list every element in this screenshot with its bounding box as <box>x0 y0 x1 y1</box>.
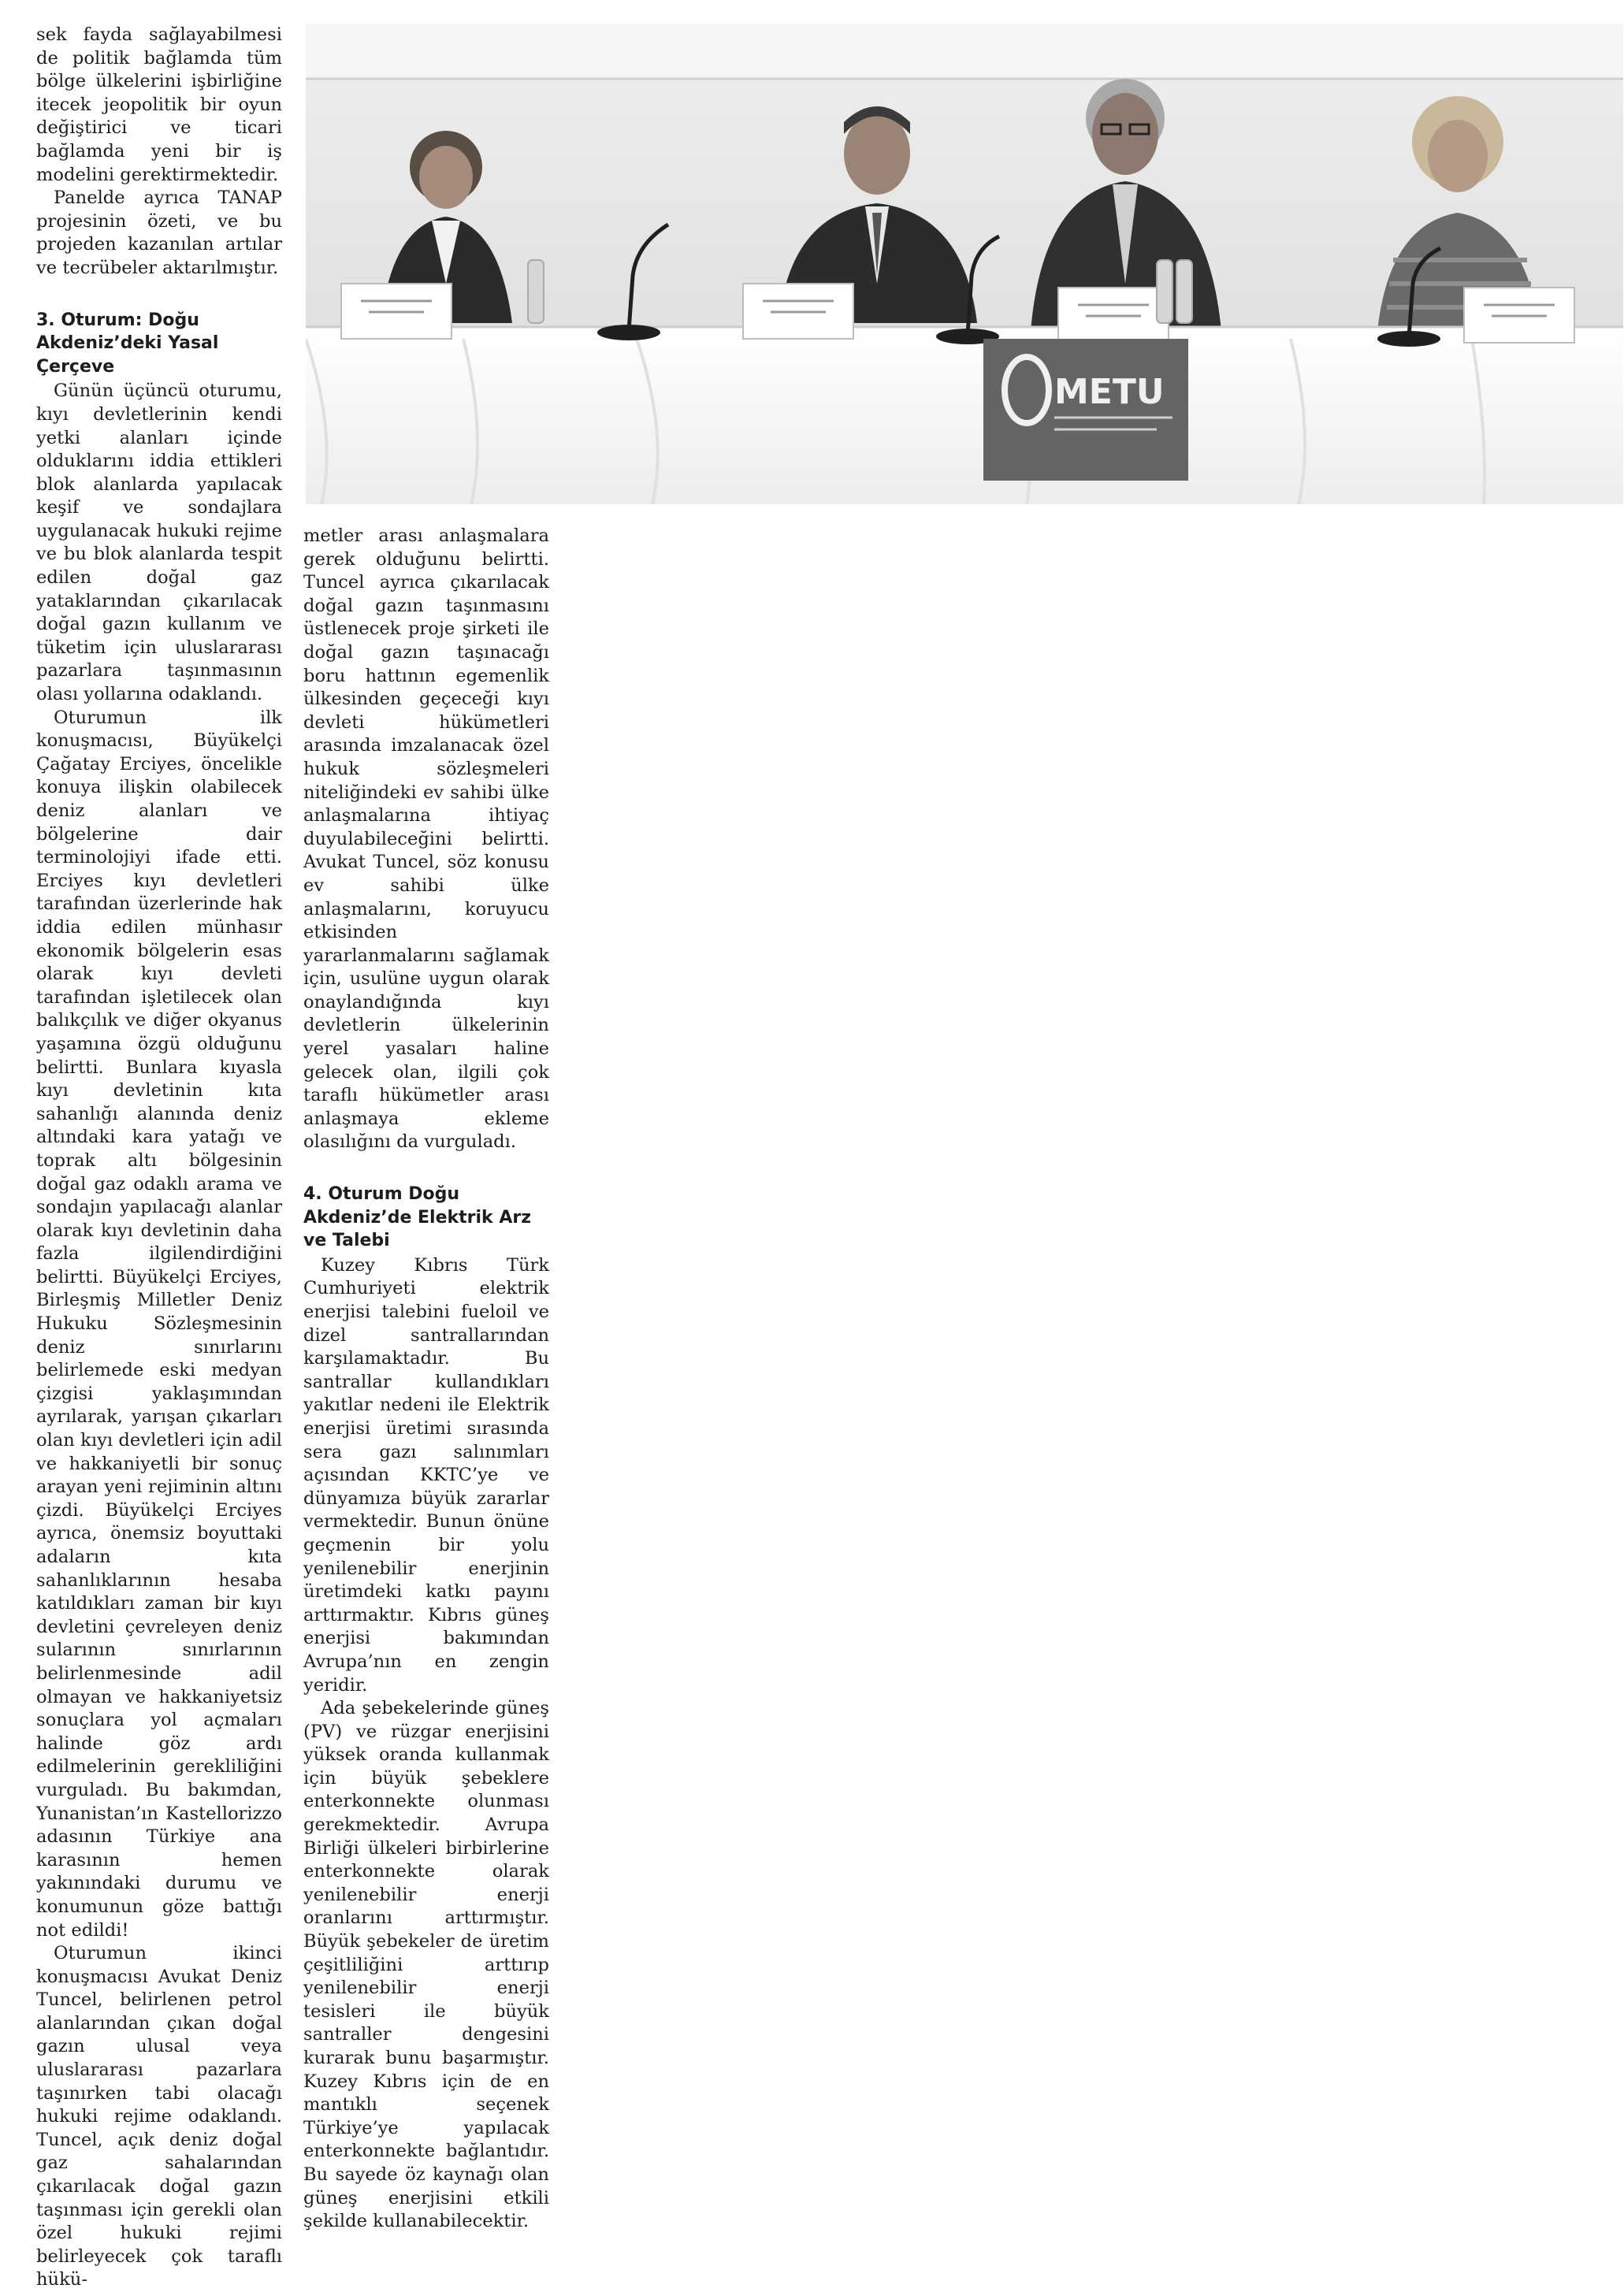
paragraph: metler arası anlaşmalara gerek olduğunu belirtti. Tuncel ayrıca çıkarılacak doğal gazın taşınmasını üstlenecek proje şirketi ile doğal gazın taşınacağı boru hattının egemenlik ülkesinden geçeceği kıyı devleti hükümetleri arasında imzalanacak özel hukuk sözleşmeleri niteliğindeki ev sahibi ülke anlaşmalarına ihtiyaç duyulabileceğini belirtti. Avukat Tuncel, söz konusu ev sahibi ülke anlaşmalarını, koruyucu etkisinden yararlanmalarını sağlamak için, usulüne uygun olarak onaylandığında kıyı devletlerin ülkelerinin yerel yasaları haline gelecek olan, ilgili çok taraflı hükümetler arası anlaşmaya ekleme olasılığını da vurguladı. <box>303 526 549 1153</box>
section-heading: 3. Oturum: Doğu Akdeniz’deki Yasal Çerçeve <box>36 310 219 377</box>
paragraph: Panelde ayrıca TANAP projesinin özeti, ve bu projeden kazanılan artılar ve tecrübeler aktarılmıştır. <box>36 188 282 278</box>
section-heading: 4. Oturum Doğu Akdeniz’de Elektrik Arz ve Talebi <box>303 1184 532 1251</box>
paragraph: Ada şebekelerinde güneş (PV) ve rüzgar enerjisini yüksek oranda kullanmak için büyük şebeklere enterkonnekte olunması gerekmektedir. Avrupa Birliği ülkeleri birbirlerine enterkonnekte olarak yenilenebilir enerji oranlarını arttırmıştır. Büyük şebekeler de üretim çeşitliliğini arttırıp yenilenebilir enerji tesisleri ile büyük santraller dengesini kurarak bunu başarmıştır. Kuzey Kıbrıs için de en mantıklı seçenek Türkiye’ye yapılacak enterkonnekte bağlantıdır. Bu sayede öz kaynağı olan güneş enerjisini etkili şekilde kullanabilecektir. <box>303 1698 549 2232</box>
article-column-1 <box>36 24 282 2292</box>
paragraph: Kuzey Kıbrıs Türk Cumhuriyeti elektrik enerjisi talebini fueloil ve dizel santrallarından karşılamaktadır. Bu santrallar kullandıkları yakıtlar nedeni ile Elektrik enerjisi üretimi sırasında sera gazı salınımları açısından KKTC’ye ve dünyamıza büyük zararlar vermektedir. Bunun önüne geçmenin bir yolu yenilenebilir enerjinin üretimdeki katkı payını arttırmaktır. Kıbrıs güneş enerjisi bakımından Avrupa’nın en zengin yeridir. <box>303 1254 549 1696</box>
table <box>306 327 1623 504</box>
paragraph: Oturumun ilk konuşmacısı, Büyükelçi Çağatay Erciyes, öncelikle konuya ilişkin olabilecek deniz alanları ve bölgelerine dair terminolojiyi ifade etti. Erciyes kıyı devletleri tarafından üzerlerinde hak iddia edilen münhasır ekonomik bölgelerin esas olarak kıyı devleti tarafından işletilecek olan balıkçılık ve diğer okyanus yaşamına özgü olduğunu belirtti. Bunlara kıyasla kıyı devletinin kıta sahanlığı alanında deniz altındaki kara yatağı ve toprak altı bölgesinin doğal gaz odaklı arama ve sondajın yapılacağı alanlar olarak kıyı devletinin daha fazla ilgilendirdiğini belirtti. Büyükelçi Erciyes, Birleşmiş Milletler Deniz Hukuku Sözleşmesinin deniz sınırlarını belirlemede eski medyan çizgisi yaklaşımından ayrılarak, yarışan çıkarları olan kıyı devletleri için adil ve hakkaniyetli bir sonuç arayan yeni rejiminin altını çizdi. Büyükelçi Erciyes ayrıca, önemsiz boyuttaki adaların kıta sahanlıklarının hesaba katıldıkları zaman bir kıyı devletini çevreleyen deniz sularının sınırlarının belirlenmesinde adil olmayan ve hakkaniyetsiz sonuçlara yol açmaları halinde göz ardı edilmelerinin gerekliliğini vurguladı. Bu bakımdan, Yunanistan’ın Kastellorizzo adasının Türkiye ana karasının hemen yakınındaki durumu ve konumunun göze battığı not edildi! <box>36 707 282 1941</box>
paragraph: Oturumun ikinci konuşmacısı Avukat Deniz Tuncel, belirlenen petrol alanlarından çıkan doğal gazın ulusal veya uluslararası pazarlara taşınırken tabi olacağı hukuki rejime odaklandı. Tuncel, açık deniz doğal gaz sahalarından çıkarılacak doğal gazın taşınması için gerekli olan özel hukuki rejimi belirleyecek çok taraflı hükü- <box>36 1943 282 2290</box>
metu-banner <box>983 339 1188 481</box>
water-bottle <box>1176 260 1192 323</box>
paragraph: Günün üçüncü oturumu, kıyı devletlerinin kendi yetki alanları içinde olduklarını iddia ettikleri blok alanlarda yapılacak keşif ve sondajlara uygulanacak hukuki rejime ve bu blok alanlarda tespit edilen doğal gaz yataklarından çıkarılacak doğal gazın kullanım ve tüketim için uluslararası pazarlara taşınmasının olası yollarına odaklandı. <box>36 381 282 705</box>
article-column-2 <box>303 525 549 2234</box>
panel-photo <box>306 24 1623 504</box>
banner-text: METU <box>1054 372 1165 412</box>
water-bottle <box>528 260 544 323</box>
water-bottle <box>1157 260 1172 323</box>
paragraph: sek fayda sağlayabilmesi de politik bağlamda tüm bölge ülkelerini işbirliğine itecek jeopolitik bir oyun değiştirici ve ticari bağlamda yeni bir iş modelini gerektirmektedir. <box>36 24 282 185</box>
